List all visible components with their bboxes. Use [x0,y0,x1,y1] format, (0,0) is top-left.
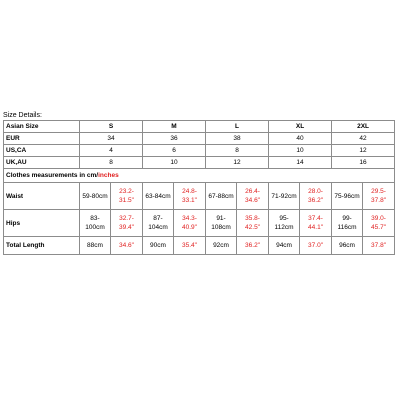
inch-value: 37.0" [300,237,332,255]
inch-value: 26.4-34.6" [237,183,269,210]
measure-title-row [4,169,395,183]
size-header-m: M [143,121,206,133]
size-value: 8 [206,145,269,157]
row-label: Waist [4,183,80,210]
cm-value: 91-108cm [206,210,237,237]
size-value: 36 [143,133,206,145]
inch-value: 37.4-44.1" [300,210,332,237]
size-row-us-ca [4,145,395,157]
cm-value: 63-84cm [143,183,174,210]
cm-value: 59-80cm [80,183,111,210]
size-header-xl: XL [269,121,332,133]
cm-value: 94cm [269,237,300,255]
size-value: 12 [206,157,269,169]
inch-value: 36.2" [237,237,269,255]
row-label: EUR [4,133,80,145]
cm-value: 83-100cm [80,210,111,237]
cm-value: 87-104cm [143,210,174,237]
inch-value: 39.0-45.7" [363,210,395,237]
cm-value: 88cm [80,237,111,255]
measure-title-inches: inches [98,172,119,179]
cm-value: 95-112cm [269,210,300,237]
size-value: 42 [332,133,395,145]
row-label: Hips [4,210,80,237]
size-row-eur [4,133,395,145]
size-value: 38 [206,133,269,145]
size-value: 16 [332,157,395,169]
size-value: 10 [143,157,206,169]
inch-value: 34.6" [111,237,143,255]
row-label: UK,AU [4,157,80,169]
row-label: US,CA [4,145,80,157]
cm-value: 99-116cm [332,210,363,237]
measure-row-total-length [4,237,395,255]
cm-value: 75-96cm [332,183,363,210]
inch-value: 24.8-33.1" [174,183,206,210]
cm-value: 71-92cm [269,183,300,210]
inch-value: 32.7-39.4" [111,210,143,237]
inch-value: 29.5-37.8" [363,183,395,210]
size-value: 14 [269,157,332,169]
size-header-2xl: 2XL [332,121,395,133]
size-details-caption: Size Details: [3,112,42,119]
size-value: 10 [269,145,332,157]
inch-value: 37.8" [363,237,395,255]
measure-title-cm: Clothes measurements in cm/ [6,172,99,179]
inch-value: 35.8-42.5" [237,210,269,237]
size-value: 6 [143,145,206,157]
cm-value: 96cm [332,237,363,255]
size-row-uk-au [4,157,395,169]
size-chart [3,111,394,255]
asian-size-header: Asian Size [4,121,80,133]
size-header-s: S [80,121,143,133]
measure-row-waist [4,183,395,210]
cm-value: 90cm [143,237,174,255]
inch-value: 28.0-36.2" [300,183,332,210]
inch-value: 35.4" [174,237,206,255]
size-header-l: L [206,121,269,133]
size-value: 4 [80,145,143,157]
cm-value: 92cm [206,237,237,255]
size-value: 40 [269,133,332,145]
inch-value: 34.3-40.9" [174,210,206,237]
size-header-row [4,121,395,133]
size-table [3,120,395,255]
size-value: 34 [80,133,143,145]
measure-row-hips [4,210,395,237]
size-value: 12 [332,145,395,157]
measure-title [4,169,395,183]
cm-value: 67-88cm [206,183,237,210]
row-label: Total Length [4,237,80,255]
inch-value: 23.2-31.5" [111,183,143,210]
size-value: 8 [80,157,143,169]
